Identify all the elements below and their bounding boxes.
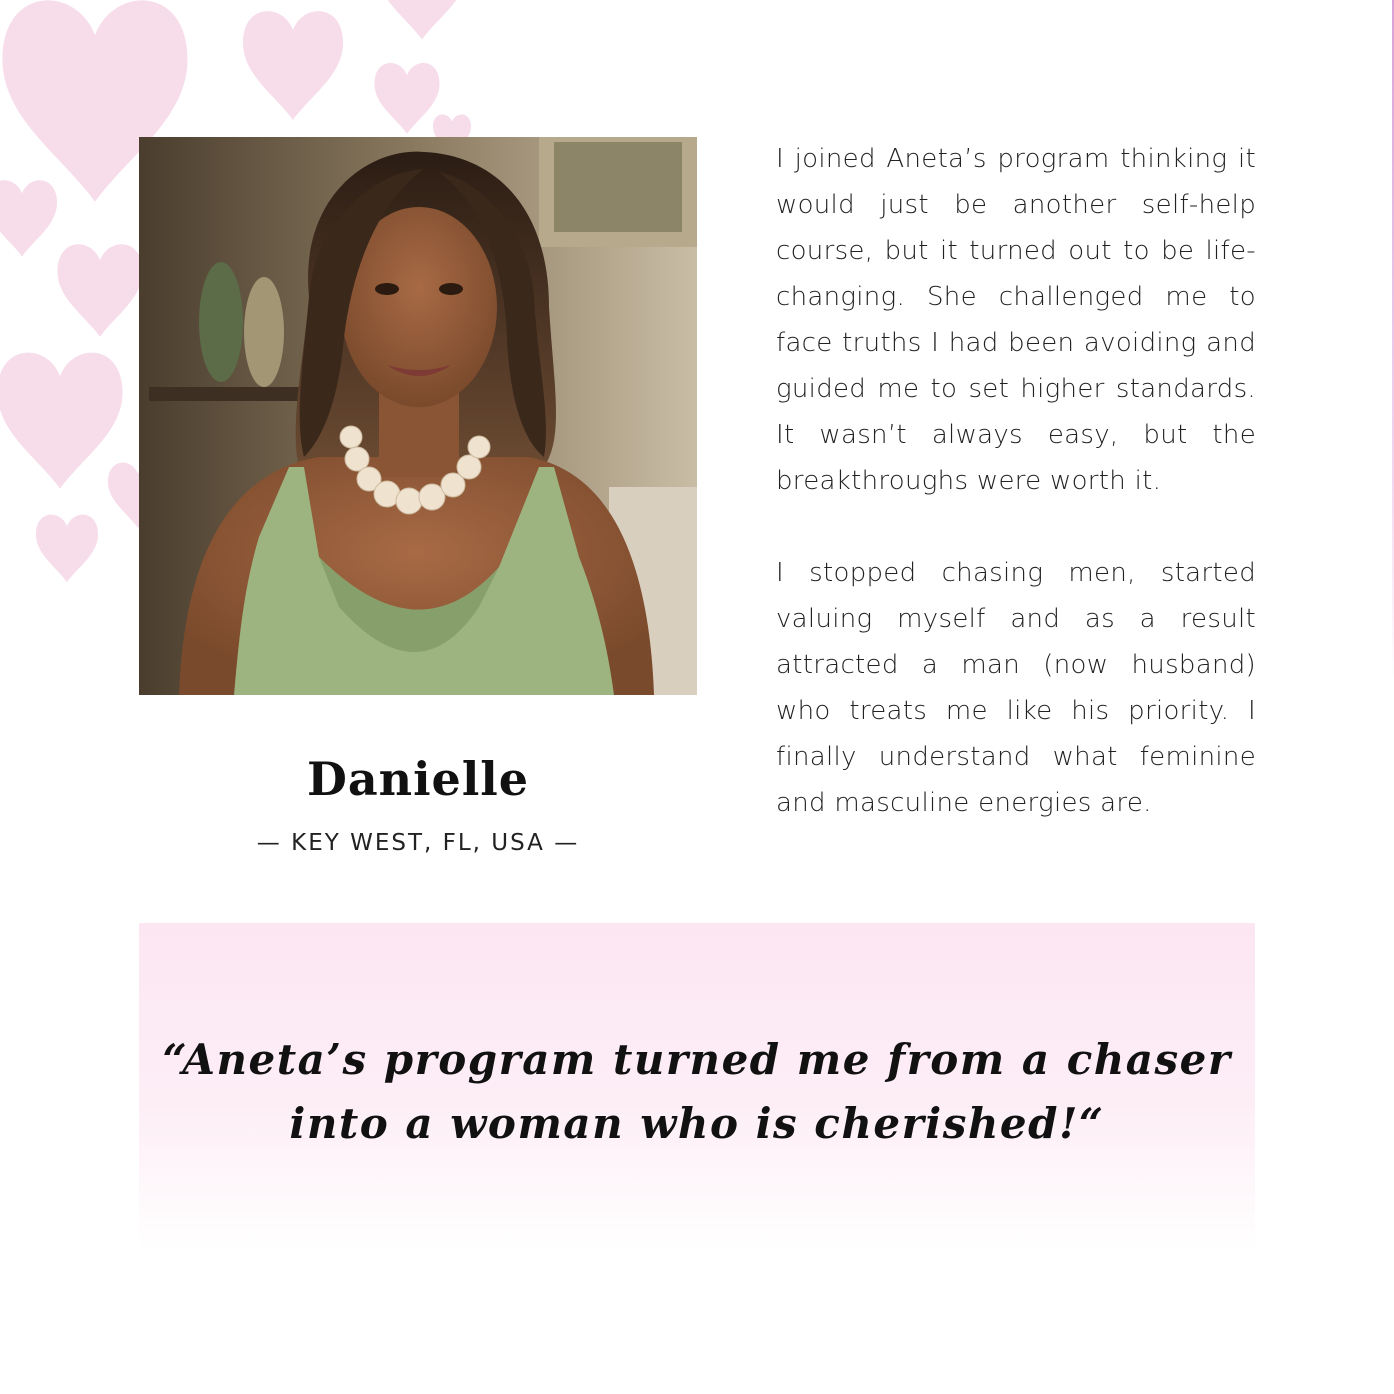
heart-icon xyxy=(375,63,440,134)
heart-icon xyxy=(0,180,57,256)
heart-icon xyxy=(58,244,143,337)
customer-location: — KEY WEST, FL, USA — xyxy=(256,830,580,856)
heart-icon xyxy=(377,0,467,40)
portrait-photo xyxy=(139,137,697,695)
customer-name: Danielle xyxy=(306,752,530,806)
testimonial-paragraph: I stopped chasing men, started valuing myself and as a result attracted a man (now husband) who treats me like his priority. I finally understand what feminine and masculine energies are. xyxy=(776,558,1256,818)
heart-icon xyxy=(0,353,123,489)
heart-icon xyxy=(243,11,343,120)
heart-icon xyxy=(36,515,98,582)
testimonial-paragraph: I joined Aneta’s program thinking it would just be another self-help course, but it turned out to be life-changing. She challenged me to face truths I had been avoiding and guided me to set higher standards. It wasn’t always easy, but the breakthroughs were worth it. xyxy=(776,144,1256,496)
testimonial-text xyxy=(776,136,1256,826)
quote-panel xyxy=(139,923,1255,1250)
pull-quote: “Aneta’s program turned me from a chaser into a woman who is cherished!“ xyxy=(162,1035,1232,1148)
